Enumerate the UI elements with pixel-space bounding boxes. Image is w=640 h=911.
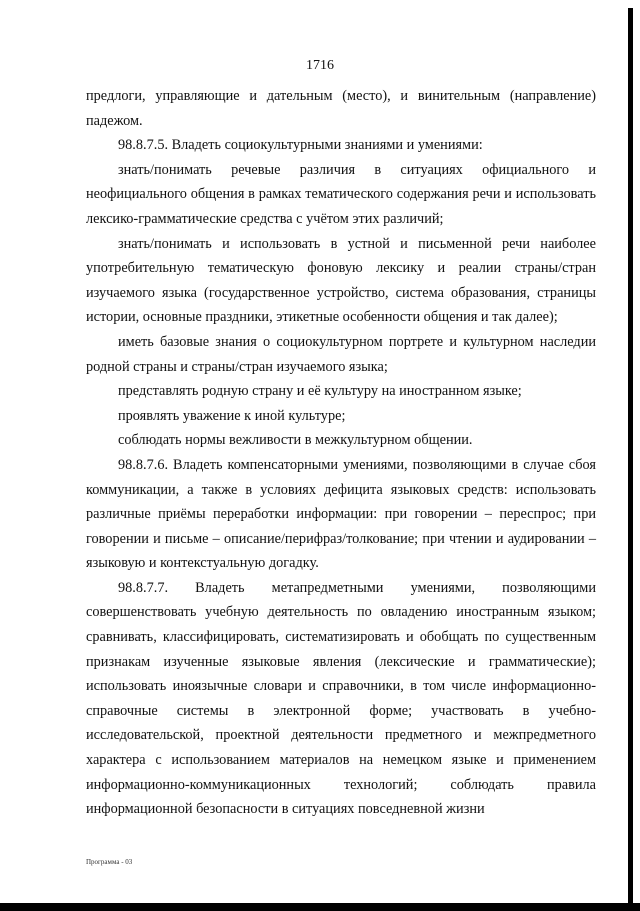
- paragraph: предлоги, управляющие и дательным (место), и винительным (направление) падежом.: [86, 88, 596, 129]
- paragraph: представлять родную страну и её культуру на иностранном языке;: [118, 383, 522, 400]
- paragraph: знать/понимать и использовать в устной и письменной речи наиболее употребительную тематическую фоновую лексику и реалии страны/стран изучаемого языка (государственное устройство, система образования, страницы истории, основные праздники, этикетные особенности общения и так далее);: [86, 235, 596, 326]
- paragraph: 98.8.7.6. Владеть компенсаторными умениями, позволяющими в случае сбоя коммуникации, а также в условиях дефицита языковых средств: использовать различные приёмы переработки информации: при говорении – переспрос; при говорении и письме – описание/перифраз/толкование; при чтении и аудировании – языковую и контекстуальную догадку.: [86, 456, 596, 572]
- document-body: [86, 84, 596, 822]
- footer-label: Программа - 03: [86, 858, 133, 866]
- paragraph: иметь базовые знания о социокультурном портрете и культурном наследии родной страны и страны/стран изучаемого языка;: [86, 333, 596, 375]
- paragraph: знать/понимать речевые различия в ситуациях официального и неофициального общения в рамках тематического содержания речи и использовать лексико-грамматические средства с учётом этих различий;: [86, 161, 596, 227]
- paragraph: 98.8.7.7. Владеть метапредметными умениями, позволяющими совершенствовать учебную деятельность по овладению иностранным языком; сравнивать, классифицировать, систематизировать и обобщать по существенным признакам изученные языковые явления (лексические и грамматические); использовать иноязычные словари и справочники, в том числе информационно-справочные системы в электронной форме; участвовать в учебно-исследовательской, проектной деятельности предметного и межпредметного характера с использованием материалов на немецком языке и применением информационно-коммуникационных технологий; соблюдать правила информационной безопасности в ситуациях повседневной жизни: [86, 579, 596, 818]
- page-number: 1716: [306, 58, 334, 73]
- paragraph: проявлять уважение к иной культуре;: [118, 407, 346, 424]
- paragraph: 98.8.7.5. Владеть социокультурными знаниями и умениями:: [118, 137, 483, 154]
- scan-edge-right: [628, 8, 633, 903]
- paragraph: соблюдать нормы вежливости в межкультурном общении.: [118, 432, 473, 449]
- scan-edge-bottom: [0, 903, 640, 911]
